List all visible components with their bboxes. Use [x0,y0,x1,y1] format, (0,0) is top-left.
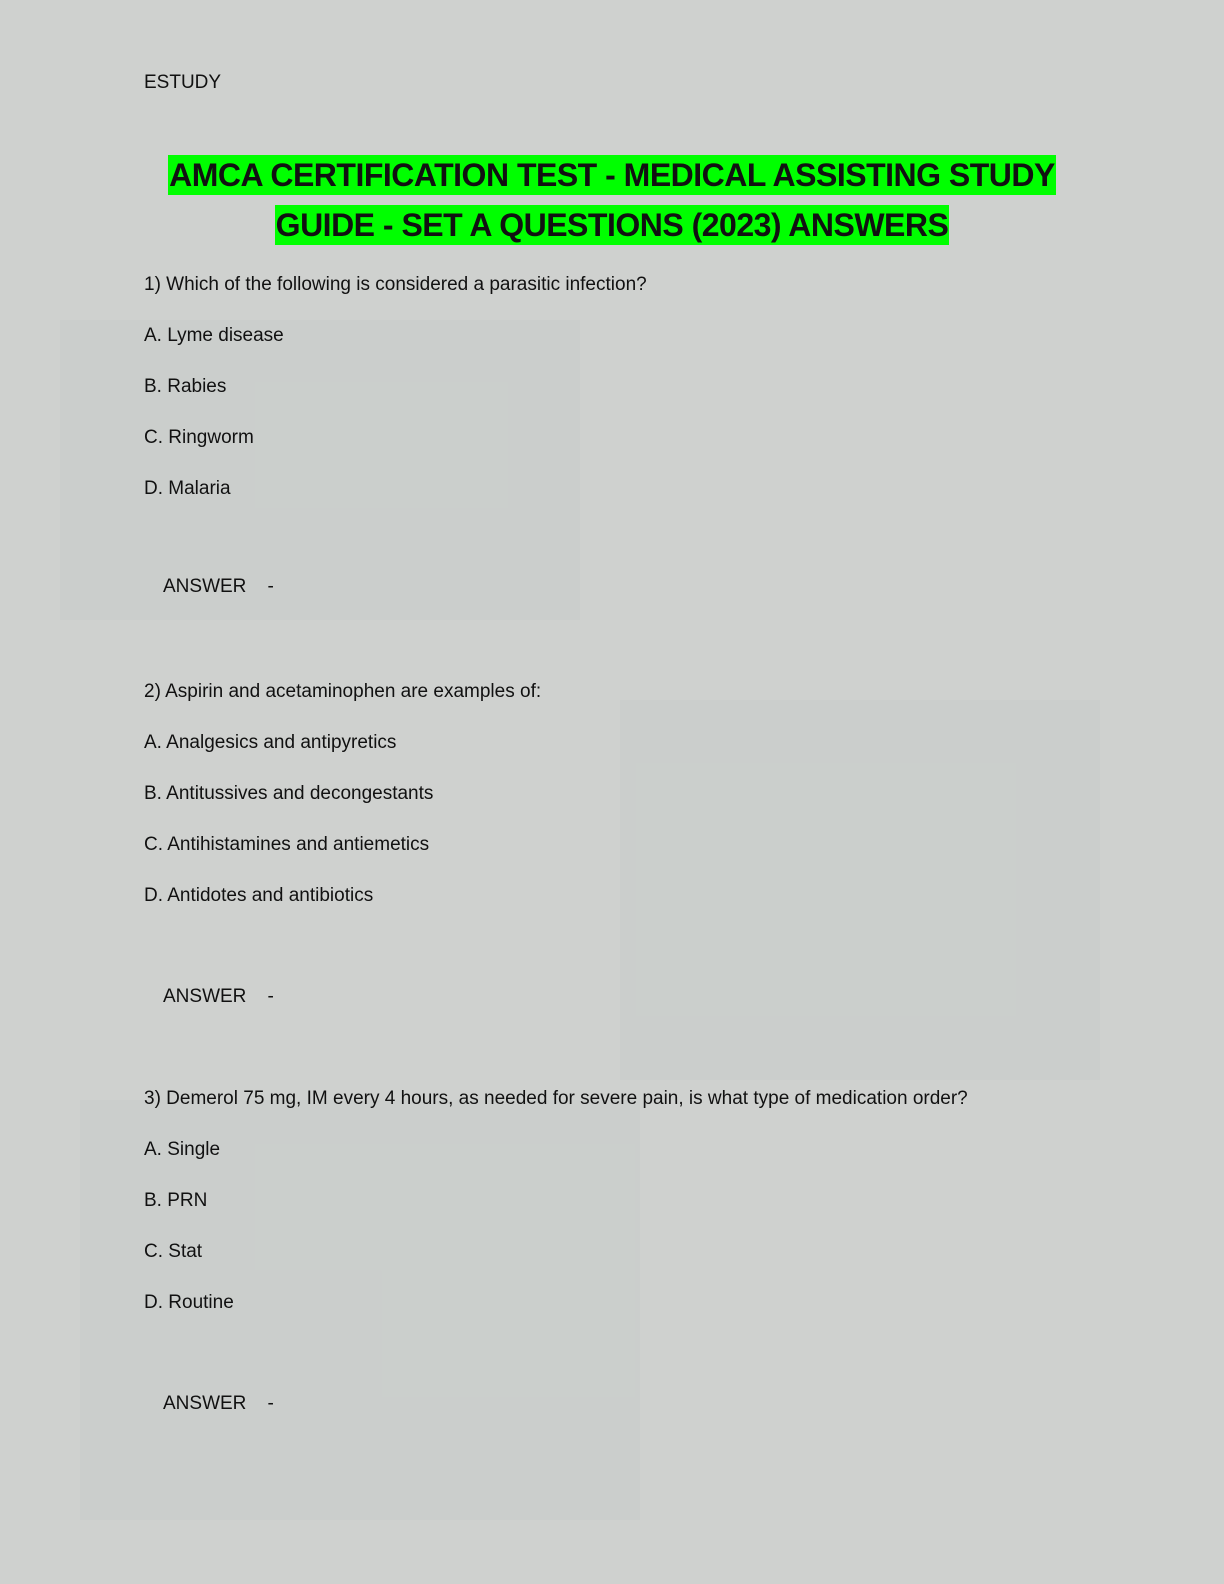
title-line-2: GUIDE - SET A QUESTIONS (2023) ANSWERS [275,207,949,243]
option-b: B. PRN [144,1190,208,1211]
option-a: A. Lyme disease [144,325,284,346]
option-a: A. Analgesics and antipyretics [144,732,397,753]
question-block-1 [144,274,1080,597]
option-d: D. Routine [144,1292,234,1313]
answer-label: ANSWER - [163,1393,274,1414]
option-c: C. Stat [144,1241,203,1262]
header-label: ESTUDY [144,72,222,93]
question-text: 3) Demerol 75 mg, IM every 4 hours, as needed for severe pain, is what type of medication order? [144,1088,968,1109]
document-title [144,150,1080,250]
question-text: 2) Aspirin and acetaminophen are examples of: [144,681,542,702]
option-d: D. Malaria [144,478,231,499]
question-block-3 [144,1088,1080,1414]
answer-label: ANSWER - [163,986,274,1007]
question-text: 1) Which of the following is considered a parasitic infection? [144,274,647,295]
option-b: B. Antitussives and decongestants [144,783,434,804]
answer-label: ANSWER - [163,576,274,597]
option-c: C. Ringworm [144,427,254,448]
option-d: D. Antidotes and antibiotics [144,885,374,906]
option-b: B. Rabies [144,376,227,397]
question-block-2 [144,681,1080,1007]
option-a: A. Single [144,1139,221,1160]
title-line-1: AMCA CERTIFICATION TEST - MEDICAL ASSISTING STUDY [169,157,1055,193]
option-c: C. Antihistamines and antiemetics [144,834,430,855]
